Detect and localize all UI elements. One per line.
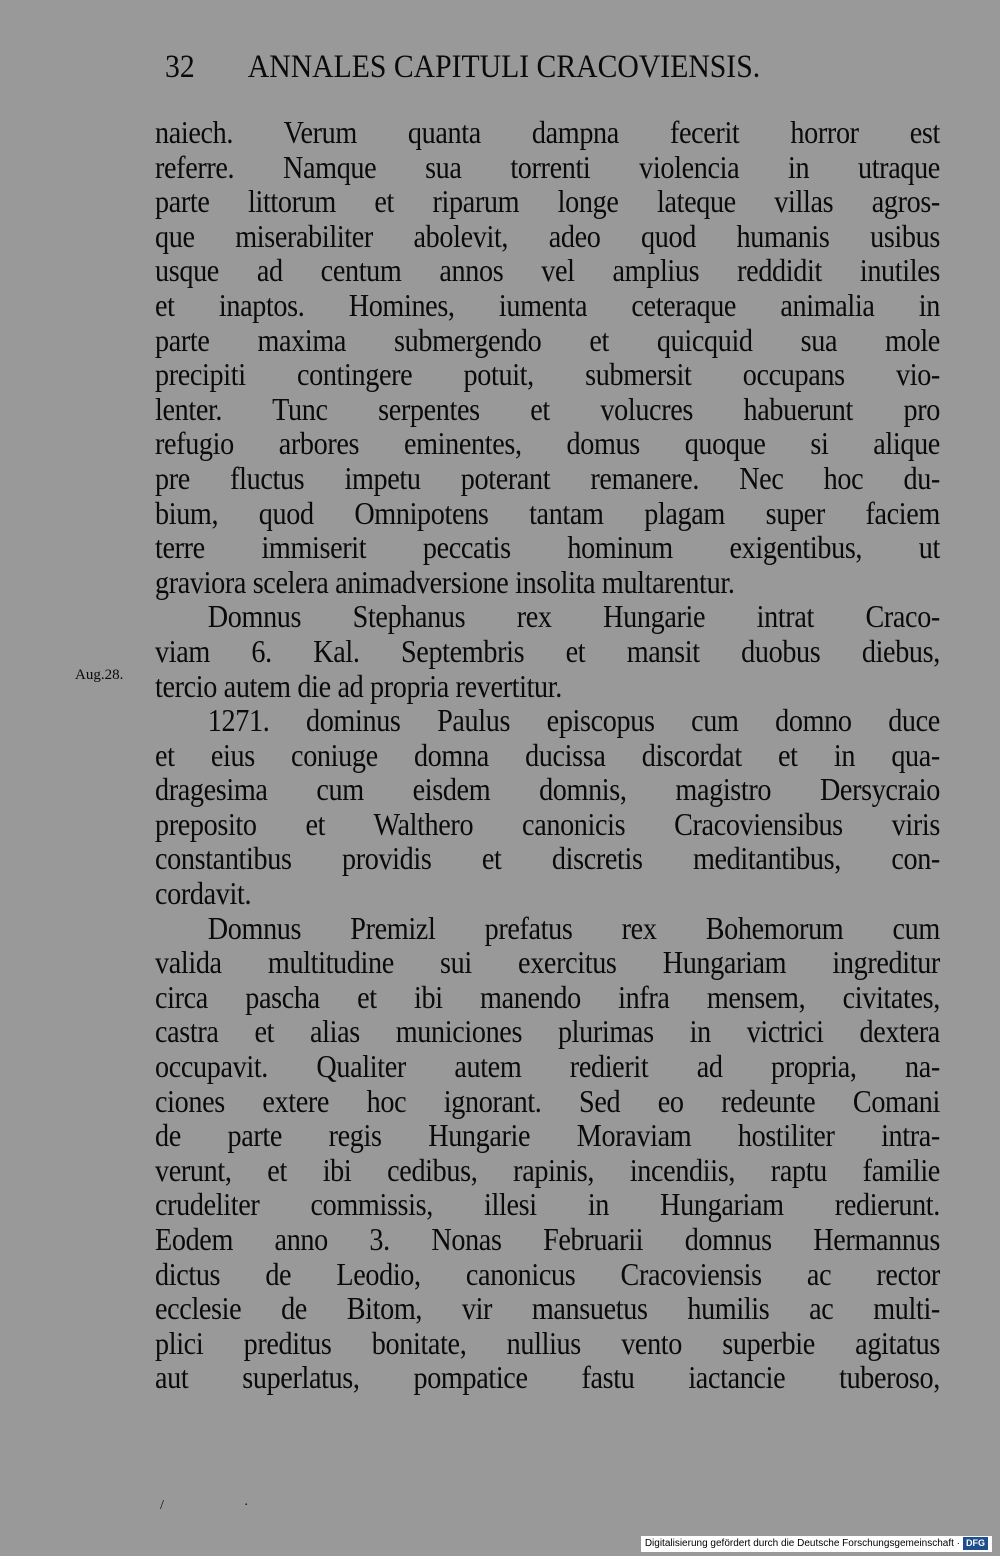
text-line: 1271. dominus Paulus episcopus cum domno duce (207, 702, 940, 739)
digitization-footer (641, 1536, 992, 1552)
text-line: cordavit. (155, 875, 252, 912)
text-line: Domnus Premizl prefatus rex Bohemorum cum (207, 909, 940, 946)
text-line: occupavit. Qualiter autem redierit ad propria, na- (155, 1048, 940, 1085)
text-line: viam 6. Kal. Septembris et mansit duobus diebus, (155, 632, 940, 669)
scan-specks (160, 1498, 329, 1514)
text-line: parte maxima submergendo et quicquid sua mole (155, 321, 940, 358)
text-line: pre fluctus impetu poterant remanere. Nec hoc du- (155, 459, 940, 496)
text-line: dictus de Leodio, canonicus Cracoviensis ac rector (155, 1255, 940, 1292)
speck-mark: / (160, 1498, 164, 1513)
text-line: plici preditus bonitate, nullius vento superbie agitatus (155, 1324, 940, 1361)
text-line: graviora scelera animadversione insolita multarentur. (155, 563, 735, 600)
page-number: 32 (165, 49, 195, 85)
text-line: et inaptos. Homines, iumenta ceteraque animalia in (155, 286, 940, 323)
text-line: ecclesie de Bitom, vir mansuetus humilis ac multi- (155, 1290, 940, 1327)
dfg-logo: DFG (963, 1537, 988, 1550)
text-line: verunt, et ibi cedibus, rapinis, incendiis, raptu familie (155, 1151, 940, 1188)
text-line: de parte regis Hungarie Moraviam hostiliter intra- (155, 1117, 940, 1154)
text-line: tercio autem die ad propria revertitur. (155, 667, 562, 704)
running-header (165, 44, 795, 90)
text-line: crudeliter commissis, illesi in Hungariam redierunt. (155, 1186, 940, 1223)
text-line: parte littorum et riparum longe lateque villas agros- (155, 183, 940, 220)
text-line: ciones extere hoc ignorant. Sed eo redeunte Comani (155, 1082, 940, 1119)
text-line: et eius coniuge domna ducissa discordat et in qua- (155, 736, 940, 773)
text-line: Domnus Stephanus rex Hungarie intrat Craco- (207, 598, 940, 635)
footer-text: Digitalisierung gefördert durch die Deutsche Forschungsgemeinschaft · (644, 1538, 960, 1549)
text-line: constantibus providis et discretis meditantibus, con- (155, 840, 940, 877)
speck-mark: · (243, 1498, 249, 1513)
text-line: usque ad centum annos vel amplius reddidit inutiles (155, 252, 940, 289)
text-line: dragesima cum eisdem domnis, magistro Dersycraio (155, 771, 940, 808)
text-line: refugio arbores eminentes, domus quoque si alique (155, 425, 940, 462)
text-line: Eodem anno 3. Nonas Februarii domnus Hermannus (155, 1221, 940, 1257)
text-line: bium, quod Omnipotens tantam plagam super faciem (155, 494, 940, 531)
text-line: circa pascha et ibi manendo infra mensem, civitates, (155, 978, 940, 1015)
text-line: valida multitudine sui exercitus Hungariam ingreditur (155, 944, 940, 981)
text-line: precipiti contingere potuit, submersit occupans vio- (155, 356, 940, 393)
text-line: preposito et Walthero canonicis Cracoviensibus viris (155, 805, 940, 842)
text-line: lenter. Tunc serpentes et volucres habuerunt pro (155, 390, 940, 427)
text-line: referre. Namque sua torrenti violencia in utraque (155, 148, 940, 185)
running-title: ANNALES CAPITULI CRACOVIENSIS. (247, 49, 761, 85)
text-line: naiech. Verum quanta dampna fecerit horror est (155, 114, 940, 150)
body-text (155, 115, 940, 1395)
margin-date-note: Aug.28. (75, 667, 124, 683)
text-line: que miserabiliter abolevit, adeo quod humanis usibus (155, 217, 940, 254)
text-line: aut superlatus, pompatice fastu iactancie tuberoso, (155, 1359, 940, 1396)
text-line: castra et alias municiones plurimas in victrici dextera (155, 1013, 940, 1050)
text-line: terre immiserit peccatis hominum exigentibus, ut (155, 529, 940, 566)
